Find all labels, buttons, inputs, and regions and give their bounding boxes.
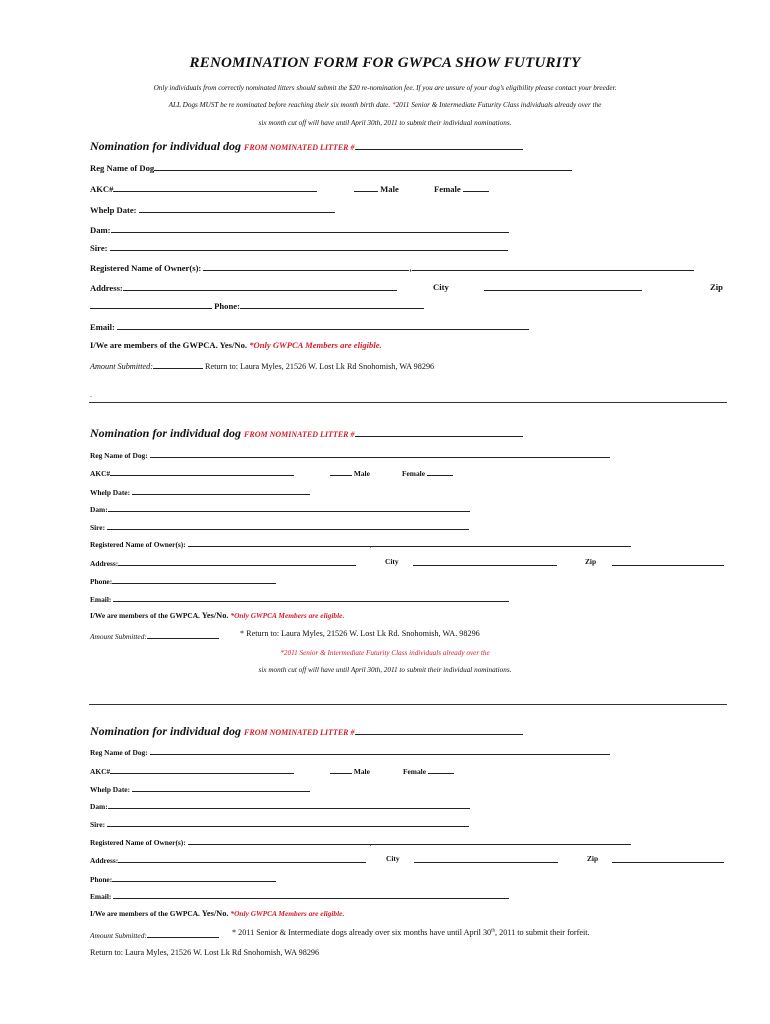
section3-whelp-row: [90, 783, 310, 794]
section3-phone-label: Phone:: [90, 875, 113, 884]
section2-zip-field[interactable]: [612, 557, 724, 566]
section1-email-field[interactable]: [117, 321, 529, 330]
intro-line-2a: ALL Dogs MUST be re nominated before reaching their six month birth date.: [168, 101, 391, 109]
section1-eligible-note: *Only GWPCA Members are eligible.: [249, 340, 382, 350]
section2-members-row: [90, 611, 344, 620]
section2-whelp-field[interactable]: [132, 486, 310, 495]
section1-sire-label: Sire:: [90, 243, 108, 253]
section1-owners-label: Registered Name of Owner(s):: [90, 263, 202, 273]
section2-city-field[interactable]: [413, 557, 557, 566]
section1-address-label: Address:: [90, 283, 123, 293]
section1-address-row: [90, 282, 397, 293]
section3-litter-field[interactable]: [355, 726, 523, 735]
section1-akc-row: [90, 183, 317, 194]
section2-owners-row: Registered Name of Owner(s): ,: [90, 538, 631, 549]
section1-zip-label: Zip: [710, 282, 723, 292]
section2-return-to: * Return to: Laura Myles, 21526 W. Lost Lk Rd. Snohomish, WA. 98296: [240, 629, 480, 638]
section1-female-row: [434, 183, 489, 194]
section2-male-label: Male: [353, 469, 370, 478]
section1-sire-row: [90, 242, 508, 253]
section1-sire-field[interactable]: [110, 242, 508, 251]
section3-city-field[interactable]: [414, 854, 558, 863]
section2-note-1: *2011 Senior & Intermediate Futurity Class individuals already over the: [280, 649, 490, 657]
section3-amount-field[interactable]: [147, 929, 219, 938]
section3-owners-label: Registered Name of Owner(s):: [90, 838, 186, 847]
section3-female-field[interactable]: [428, 765, 454, 774]
section3-phone-field[interactable]: [112, 873, 276, 882]
form-title: RENOMINATION FORM FOR GWPCA SHOW FUTURITY: [189, 55, 581, 71]
section3-city-row: [414, 854, 558, 865]
section2-reg-name-field[interactable]: [150, 449, 610, 458]
section2-phone-row: [90, 575, 276, 586]
section3-sire-row: [90, 818, 469, 829]
section2-note-2: six month cut off will have until April 30th, 2011 to submit their individual nominations.: [258, 666, 512, 674]
section2-email-label: Email:: [90, 595, 112, 604]
section1-dam-field[interactable]: [111, 224, 509, 233]
intro-line-2: [0, 101, 770, 109]
section1-phone-label: Phone:: [214, 301, 240, 311]
section3-dam-field[interactable]: [108, 800, 470, 809]
intro-asterisk: *: [391, 101, 396, 109]
section2-members-label: I/We are members of the GWPCA.: [90, 611, 200, 620]
section3-amount-row: [90, 929, 219, 940]
section1-phone-row: [90, 300, 424, 311]
section3-reg-name-label: Reg Name of Dog:: [90, 748, 148, 757]
section3-members-label: I/We are members of the GWPCA.: [90, 909, 200, 918]
section1-address-field[interactable]: [123, 282, 397, 291]
section3-male-row: [330, 765, 370, 776]
section1-city-row: [484, 282, 642, 293]
section1-akc-label: AKC#: [90, 184, 114, 194]
section3-akc-row: [90, 765, 294, 776]
section3-whelp-label: Whelp Date:: [90, 785, 131, 794]
section2-email-field[interactable]: [113, 593, 509, 602]
section1-male-field[interactable]: [354, 183, 378, 192]
section2-amount-row: [90, 630, 219, 641]
section2-zip-row: [612, 557, 724, 568]
section2-female-field[interactable]: [427, 467, 453, 476]
section2-reg-name-label: Reg Name of Dog:: [90, 451, 148, 460]
section1-email-row: [90, 321, 529, 332]
section1-male-row: [354, 183, 399, 194]
section2-city-label: City: [385, 557, 399, 566]
section3-dam-label: Dam:: [90, 802, 108, 811]
section3-zip-label: Zip: [587, 854, 599, 863]
section3-female-row: [403, 765, 454, 776]
section1-whelp-field[interactable]: [139, 204, 335, 213]
section2-yesno[interactable]: Yes/No.: [201, 611, 229, 620]
section-divider-1: [89, 402, 727, 403]
section-divider-2: [89, 704, 727, 705]
section1-reg-name-label: Reg Name of Dog: [90, 163, 155, 173]
section2-heading: [90, 426, 523, 441]
section1-reg-name-row: [90, 162, 572, 173]
section1-phone-field[interactable]: [240, 300, 424, 309]
section2-city-row: [413, 557, 557, 568]
section3-yesno[interactable]: Yes/No.: [201, 909, 229, 918]
section2-amount-field[interactable]: [147, 630, 219, 639]
section3-reg-name-field[interactable]: [150, 746, 610, 755]
section2-owners-field-2[interactable]: [371, 538, 631, 547]
section3-heading: [90, 724, 523, 739]
section1-members-label: I/We are members of the GWPCA.: [90, 340, 218, 350]
section2-female-label: Female: [402, 469, 425, 478]
section2-akc-label: AKC#: [90, 469, 111, 478]
section2-address-field[interactable]: [118, 557, 356, 566]
section3-owners-row: Registered Name of Owner(s): ,: [90, 836, 631, 847]
section2-owners-label: Registered Name of Owner(s):: [90, 540, 186, 549]
section3-owners-field-2[interactable]: [371, 836, 631, 845]
section2-litter-label: FROM NOMINATED LITTER #: [244, 430, 355, 439]
section1-dot: .: [90, 390, 92, 399]
intro-line-3: six month cut off will have until April 30th, 2011 to submit their individual nominations.: [258, 119, 512, 127]
section1-heading: [90, 139, 523, 154]
section1-whelp-row: [90, 204, 335, 215]
section1-yesno[interactable]: Yes/No.: [219, 340, 248, 350]
section1-reg-name-field[interactable]: [154, 162, 572, 171]
section2-address-label: Address:: [90, 559, 119, 568]
section3-sire-label: Sire:: [90, 820, 106, 829]
section1-members-row: [90, 340, 382, 350]
section3-members-row: [90, 909, 344, 918]
section1-owners-field-1[interactable]: [203, 262, 409, 271]
section1-return-to: Return to: Laura Myles, 21526 W. Lost Lk Rd Snohomish, WA 98296: [205, 362, 435, 371]
section3-address-label: Address:: [90, 856, 119, 865]
section3-address-row: [90, 854, 366, 865]
section2-heading-text: Nomination for individual dog: [90, 426, 242, 440]
section1-city-label: City: [433, 282, 449, 292]
section3-note-a: * 2011 Senior & Intermediate dogs already over six months have until April 30: [232, 928, 492, 937]
section1-heading-text: Nomination for individual dog: [90, 139, 242, 153]
section3-eligible-note: *Only GWPCA Members are eligible.: [230, 909, 345, 918]
section3-address-field[interactable]: [118, 854, 366, 863]
section1-email-label: Email:: [90, 322, 115, 332]
section3-reg-name-row: [90, 746, 610, 757]
section2-akc-row: [90, 467, 294, 478]
section3-female-label: Female: [403, 767, 426, 776]
section2-male-row: [330, 467, 370, 478]
section2-litter-field[interactable]: [355, 428, 523, 437]
section1-litter-label: FROM NOMINATED LITTER #: [244, 143, 355, 152]
section1-amount-label: Amount Submitted:: [90, 362, 153, 371]
section3-zip-field[interactable]: [612, 854, 724, 863]
section1-owners-row: Registered Name of Owner(s): ,: [90, 262, 694, 273]
section2-zip-label: Zip: [585, 557, 597, 566]
section3-email-row: [90, 890, 509, 901]
intro-line-2c: 2011 Senior & Intermediate Futurity Class individuals already over the: [395, 101, 602, 109]
section1-female-label: Female: [434, 184, 461, 194]
section1-city-field[interactable]: [484, 282, 642, 291]
section1-male-label: Male: [380, 184, 399, 194]
section3-male-field[interactable]: [330, 765, 352, 774]
section3-male-label: Male: [353, 767, 370, 776]
section2-eligible-note: *Only GWPCA Members are eligible.: [230, 611, 345, 620]
section1-whelp-label: Whelp Date:: [90, 205, 137, 215]
section2-dam-row: [90, 503, 470, 514]
section1-owners-field-2[interactable]: [412, 262, 694, 271]
section2-sire-label: Sire:: [90, 523, 106, 532]
section3-note-b: , 2011 to submit their forfeit.: [495, 928, 590, 937]
section2-reg-name-row: [90, 449, 610, 460]
intro-line-1: Only individuals from correctly nominated litters should submit the $20 re-nomination fee. If you are unsure of your dog’s eligibility please contact your breeder.: [153, 84, 617, 92]
section3-note-sup: th: [491, 928, 496, 934]
section3-city-label: City: [386, 854, 400, 863]
section3-return-to: Return to: Laura Myles, 21526 W. Lost Lk Rd Snohomish, WA 98296: [90, 948, 320, 957]
section1-amount-field[interactable]: [153, 360, 203, 369]
section2-sire-field[interactable]: [107, 521, 469, 530]
section3-akc-label: AKC#: [90, 767, 111, 776]
section2-sire-row: [90, 521, 469, 532]
section1-amount-row: [90, 360, 434, 371]
section2-akc-field[interactable]: [110, 467, 294, 476]
section3-zip-row: [612, 854, 724, 865]
section3-email-field[interactable]: [113, 890, 509, 899]
section3-phone-row: [90, 873, 276, 884]
section2-owners-field-1[interactable]: [188, 538, 370, 547]
section2-email-row: [90, 593, 509, 604]
section2-phone-label: Phone:: [90, 577, 113, 586]
section2-dam-label: Dam:: [90, 505, 108, 514]
section1-dam-label: Dam:: [90, 225, 111, 235]
section2-amount-label: Amount Submitted:: [90, 632, 147, 641]
section1-dam-row: [90, 224, 509, 235]
section2-phone-field[interactable]: [112, 575, 276, 584]
section3-amount-label: Amount Submitted:: [90, 931, 147, 940]
section2-address-row: [90, 557, 356, 568]
section3-akc-field[interactable]: [110, 765, 294, 774]
section2-female-row: [402, 467, 453, 478]
section1-zip-field[interactable]: [90, 300, 212, 309]
section1-female-field[interactable]: [463, 183, 489, 192]
section3-whelp-field[interactable]: [132, 783, 310, 792]
section2-whelp-label: Whelp Date:: [90, 488, 131, 497]
section3-sire-field[interactable]: [107, 818, 469, 827]
section2-whelp-row: [90, 486, 310, 497]
section3-owners-field-1[interactable]: [188, 836, 370, 845]
section3-heading-text: Nomination for individual dog: [90, 724, 242, 738]
section2-dam-field[interactable]: [108, 503, 470, 512]
section3-email-label: Email:: [90, 892, 112, 901]
section2-male-field[interactable]: [330, 467, 352, 476]
section3-dam-row: [90, 800, 470, 811]
section1-akc-field[interactable]: [113, 183, 317, 192]
section3-litter-label: FROM NOMINATED LITTER #: [244, 728, 355, 737]
section3-note: [232, 928, 590, 937]
section1-litter-field[interactable]: [355, 141, 523, 150]
